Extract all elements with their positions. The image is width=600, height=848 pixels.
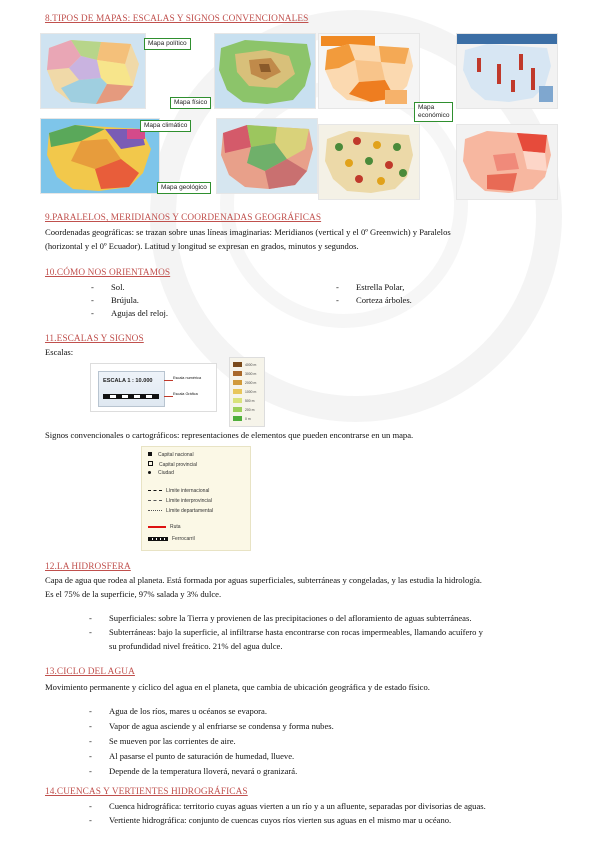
- sign-label: Capital provincial: [159, 462, 198, 468]
- section-13-text: Movimiento permanente y cíclico del agua en el planeta, que cambia de ubicación geográfica y de estado físico.: [45, 682, 430, 692]
- bullet-dash: -: [89, 801, 92, 811]
- section-9-line-2: (horizontal y el 0º Ecuador). Latitud y longitud se expresan en grados, minutos y segundos.: [45, 241, 359, 251]
- scale-example-image: [90, 363, 217, 412]
- list-item-text: Superficiales: sobre la Tierra y provienen de las precipitaciones o del afloramiento de aguas subterráneas.: [109, 613, 472, 623]
- regional-map-image: [456, 124, 558, 200]
- list-item: [336, 281, 405, 293]
- sign-row: [148, 508, 213, 514]
- international-border-symbol-icon: [148, 490, 162, 491]
- list-item: [91, 294, 139, 306]
- section-12-line-2: Es el 75% de la superficie, 97% salada y 3% dulce.: [45, 589, 222, 599]
- section-12-line-1: Capa de agua que rodea al planeta. Está formada por aguas superficiales, subterráneas y congeladas, y las estudia la hidrología.: [45, 575, 482, 585]
- list-item-text: Subterráneas: bajo la superficie, al infiltrarse hasta encontrarse con rocas impermeables, llamando acuífero y: [109, 627, 483, 637]
- legend-swatch: [233, 416, 242, 421]
- list-item: [89, 705, 267, 717]
- list-item: [89, 765, 298, 777]
- list-item: [89, 626, 483, 638]
- bullet-dash: -: [91, 295, 94, 305]
- list-item-text: Al pasarse el punto de saturación de humedad, llueve.: [109, 751, 295, 761]
- geological-map-image: [216, 118, 318, 194]
- list-item-text: Corteza árboles.: [356, 295, 412, 305]
- escalas-label: Escalas:: [45, 347, 74, 357]
- legend-value: 4000 m: [245, 363, 257, 367]
- departmental-border-symbol-icon: [148, 510, 162, 511]
- label-geological-map: Mapa geológico: [157, 182, 211, 194]
- legend-value: 3000 m: [245, 372, 257, 376]
- legend-value: 200 m: [245, 408, 255, 412]
- section-9-heading: 9.PARALELOS, MERIDIANOS Y COORDENADAS GEOGRÁFICAS: [45, 213, 322, 223]
- list-item: [89, 720, 334, 732]
- list-item-text: Brújula.: [111, 295, 139, 305]
- list-item: [89, 612, 472, 624]
- list-item-text: Sol.: [111, 282, 125, 292]
- thematic-map-image: [318, 124, 420, 200]
- legend-swatch: [233, 371, 242, 376]
- bullet-dash: -: [336, 282, 339, 292]
- sign-row: [148, 524, 181, 530]
- legend-values: [245, 361, 256, 424]
- conventional-signs-image: [141, 446, 251, 551]
- scale-title: ESCALA 1 : 10.000: [103, 378, 153, 384]
- bullet-dash: -: [89, 766, 92, 776]
- label-economic-map-line2: económico: [418, 112, 450, 119]
- sign-label: Ruta: [170, 524, 181, 530]
- label-political-map: Mapa político: [144, 38, 191, 50]
- list-item-text: Cuenca hidrográfica: territorio cuyas aguas vierten a un río y a un afluente, separadas por divisorias de aguas.: [109, 801, 486, 811]
- section-10-heading: 10.CÓMO NOS ORIENTAMOS: [45, 268, 171, 278]
- section-12-text: [45, 573, 575, 601]
- political-map-image: [40, 33, 146, 109]
- population-map-image: [318, 33, 420, 109]
- sign-label: Límite internacional: [166, 488, 210, 494]
- bullet-dash: -: [89, 815, 92, 825]
- bullet-dash: -: [89, 613, 92, 623]
- bullet-dash: -: [336, 295, 339, 305]
- list-item-text: Estrella Polar,: [356, 282, 405, 292]
- list-item-text: Se mueven por las corrientes de aire.: [109, 736, 236, 746]
- economic-map-image: [456, 33, 558, 109]
- sign-label: Ferrocarril: [172, 536, 195, 542]
- railway-symbol-icon: [148, 537, 168, 541]
- list-item-text: Agujas del reloj.: [111, 308, 169, 318]
- scale-pointer-line: [164, 380, 173, 381]
- legend-value: 0 m: [245, 417, 251, 421]
- bullet-dash: -: [89, 627, 92, 637]
- section-14-heading: 14.CUENCAS Y VERTIENTES HIDROGRÁFICAS: [45, 787, 248, 797]
- bullet-dash: -: [91, 282, 94, 292]
- signos-text: Signos convencionales o cartográficos: representaciones de elementos que pueden encontrarse en un mapa.: [45, 430, 414, 440]
- scale-panel: [98, 371, 165, 407]
- list-item-continuation: su profundidad nivel freático. 21% del agua dulce.: [109, 641, 283, 651]
- list-item-text: Vertiente hidrográfica: conjunto de cuencas cuyos ríos vierten sus aguas en el mismo mar u océano.: [109, 815, 452, 825]
- scale-pointer-line: [164, 396, 173, 397]
- graphic-scale-bar: [103, 394, 159, 399]
- city-symbol-icon: [148, 471, 151, 474]
- label-climate-map: Mapa climático: [140, 120, 191, 132]
- list-item-text: Agua de los ríos, mares u océanos se evapora.: [109, 706, 267, 716]
- sign-label: Capital nacional: [158, 452, 194, 458]
- sign-label: Límite departamental: [166, 508, 213, 514]
- section-12-heading: 12.LA HIDROSFERA: [45, 562, 131, 572]
- numeric-scale-label: Escala numérica: [173, 376, 202, 380]
- bullet-dash: -: [89, 721, 92, 731]
- sign-row: [148, 498, 212, 504]
- label-physical-map: Mapa físico: [170, 97, 211, 109]
- legend-swatch: [233, 362, 242, 367]
- legend-value: 1000 m: [245, 390, 257, 394]
- bullet-dash: -: [89, 751, 92, 761]
- bullet-dash: -: [91, 308, 94, 318]
- section-8-heading: 8.TIPOS DE MAPAS: ESCALAS Y SIGNOS CONVENCIONALES: [45, 14, 309, 24]
- legend-swatch: [233, 407, 242, 412]
- graphic-scale-label: Escala Gráfica: [173, 392, 198, 396]
- altitude-legend-image: [229, 357, 265, 427]
- legend-swatch: [233, 380, 242, 385]
- provincial-capital-symbol-icon: [148, 461, 153, 466]
- list-item: [91, 281, 125, 293]
- sign-row: [148, 536, 195, 542]
- sign-label: Ciudad: [158, 470, 174, 476]
- section-9-text: [45, 225, 565, 253]
- list-item: [89, 800, 486, 812]
- legend-swatch: [233, 398, 242, 403]
- legend-swatch: [233, 389, 242, 394]
- legend-value: 2000 m: [245, 381, 257, 385]
- list-item: [91, 307, 169, 319]
- section-11-heading: 11.ESCALAS Y SIGNOS: [45, 334, 144, 344]
- section-13-heading: 13.CICLO DEL AGUA: [45, 667, 135, 677]
- list-item: [89, 814, 452, 826]
- list-item: [89, 735, 236, 747]
- list-item: [336, 294, 412, 306]
- bullet-dash: -: [89, 706, 92, 716]
- legend-value: 500 m: [245, 399, 255, 403]
- label-economic-map-line1: Mapa: [418, 104, 435, 111]
- list-item-text: Vapor de agua asciende y al enfriarse se condensa y forma nubes.: [109, 721, 334, 731]
- interprovincial-border-symbol-icon: [148, 500, 162, 501]
- sign-row: [148, 452, 194, 458]
- sign-row: [148, 470, 174, 476]
- sign-row: [148, 488, 209, 494]
- label-economic-map: [414, 102, 453, 122]
- capital-symbol-icon: [148, 452, 152, 456]
- list-item: [89, 750, 295, 762]
- physical-map-image: [214, 33, 316, 109]
- sign-label: Límite interprovincial: [166, 498, 212, 504]
- bullet-dash: -: [89, 736, 92, 746]
- section-9-line-1: Coordenadas geográficas: se trazan sobre unas líneas imaginarias: Meridianos (vertical y el 0º Greenwich) y Paralelos: [45, 227, 451, 237]
- sign-row: [148, 461, 197, 468]
- road-symbol-icon: [148, 526, 166, 528]
- list-item-text: Depende de la temperatura lloverá, nevará o granizará.: [109, 766, 298, 776]
